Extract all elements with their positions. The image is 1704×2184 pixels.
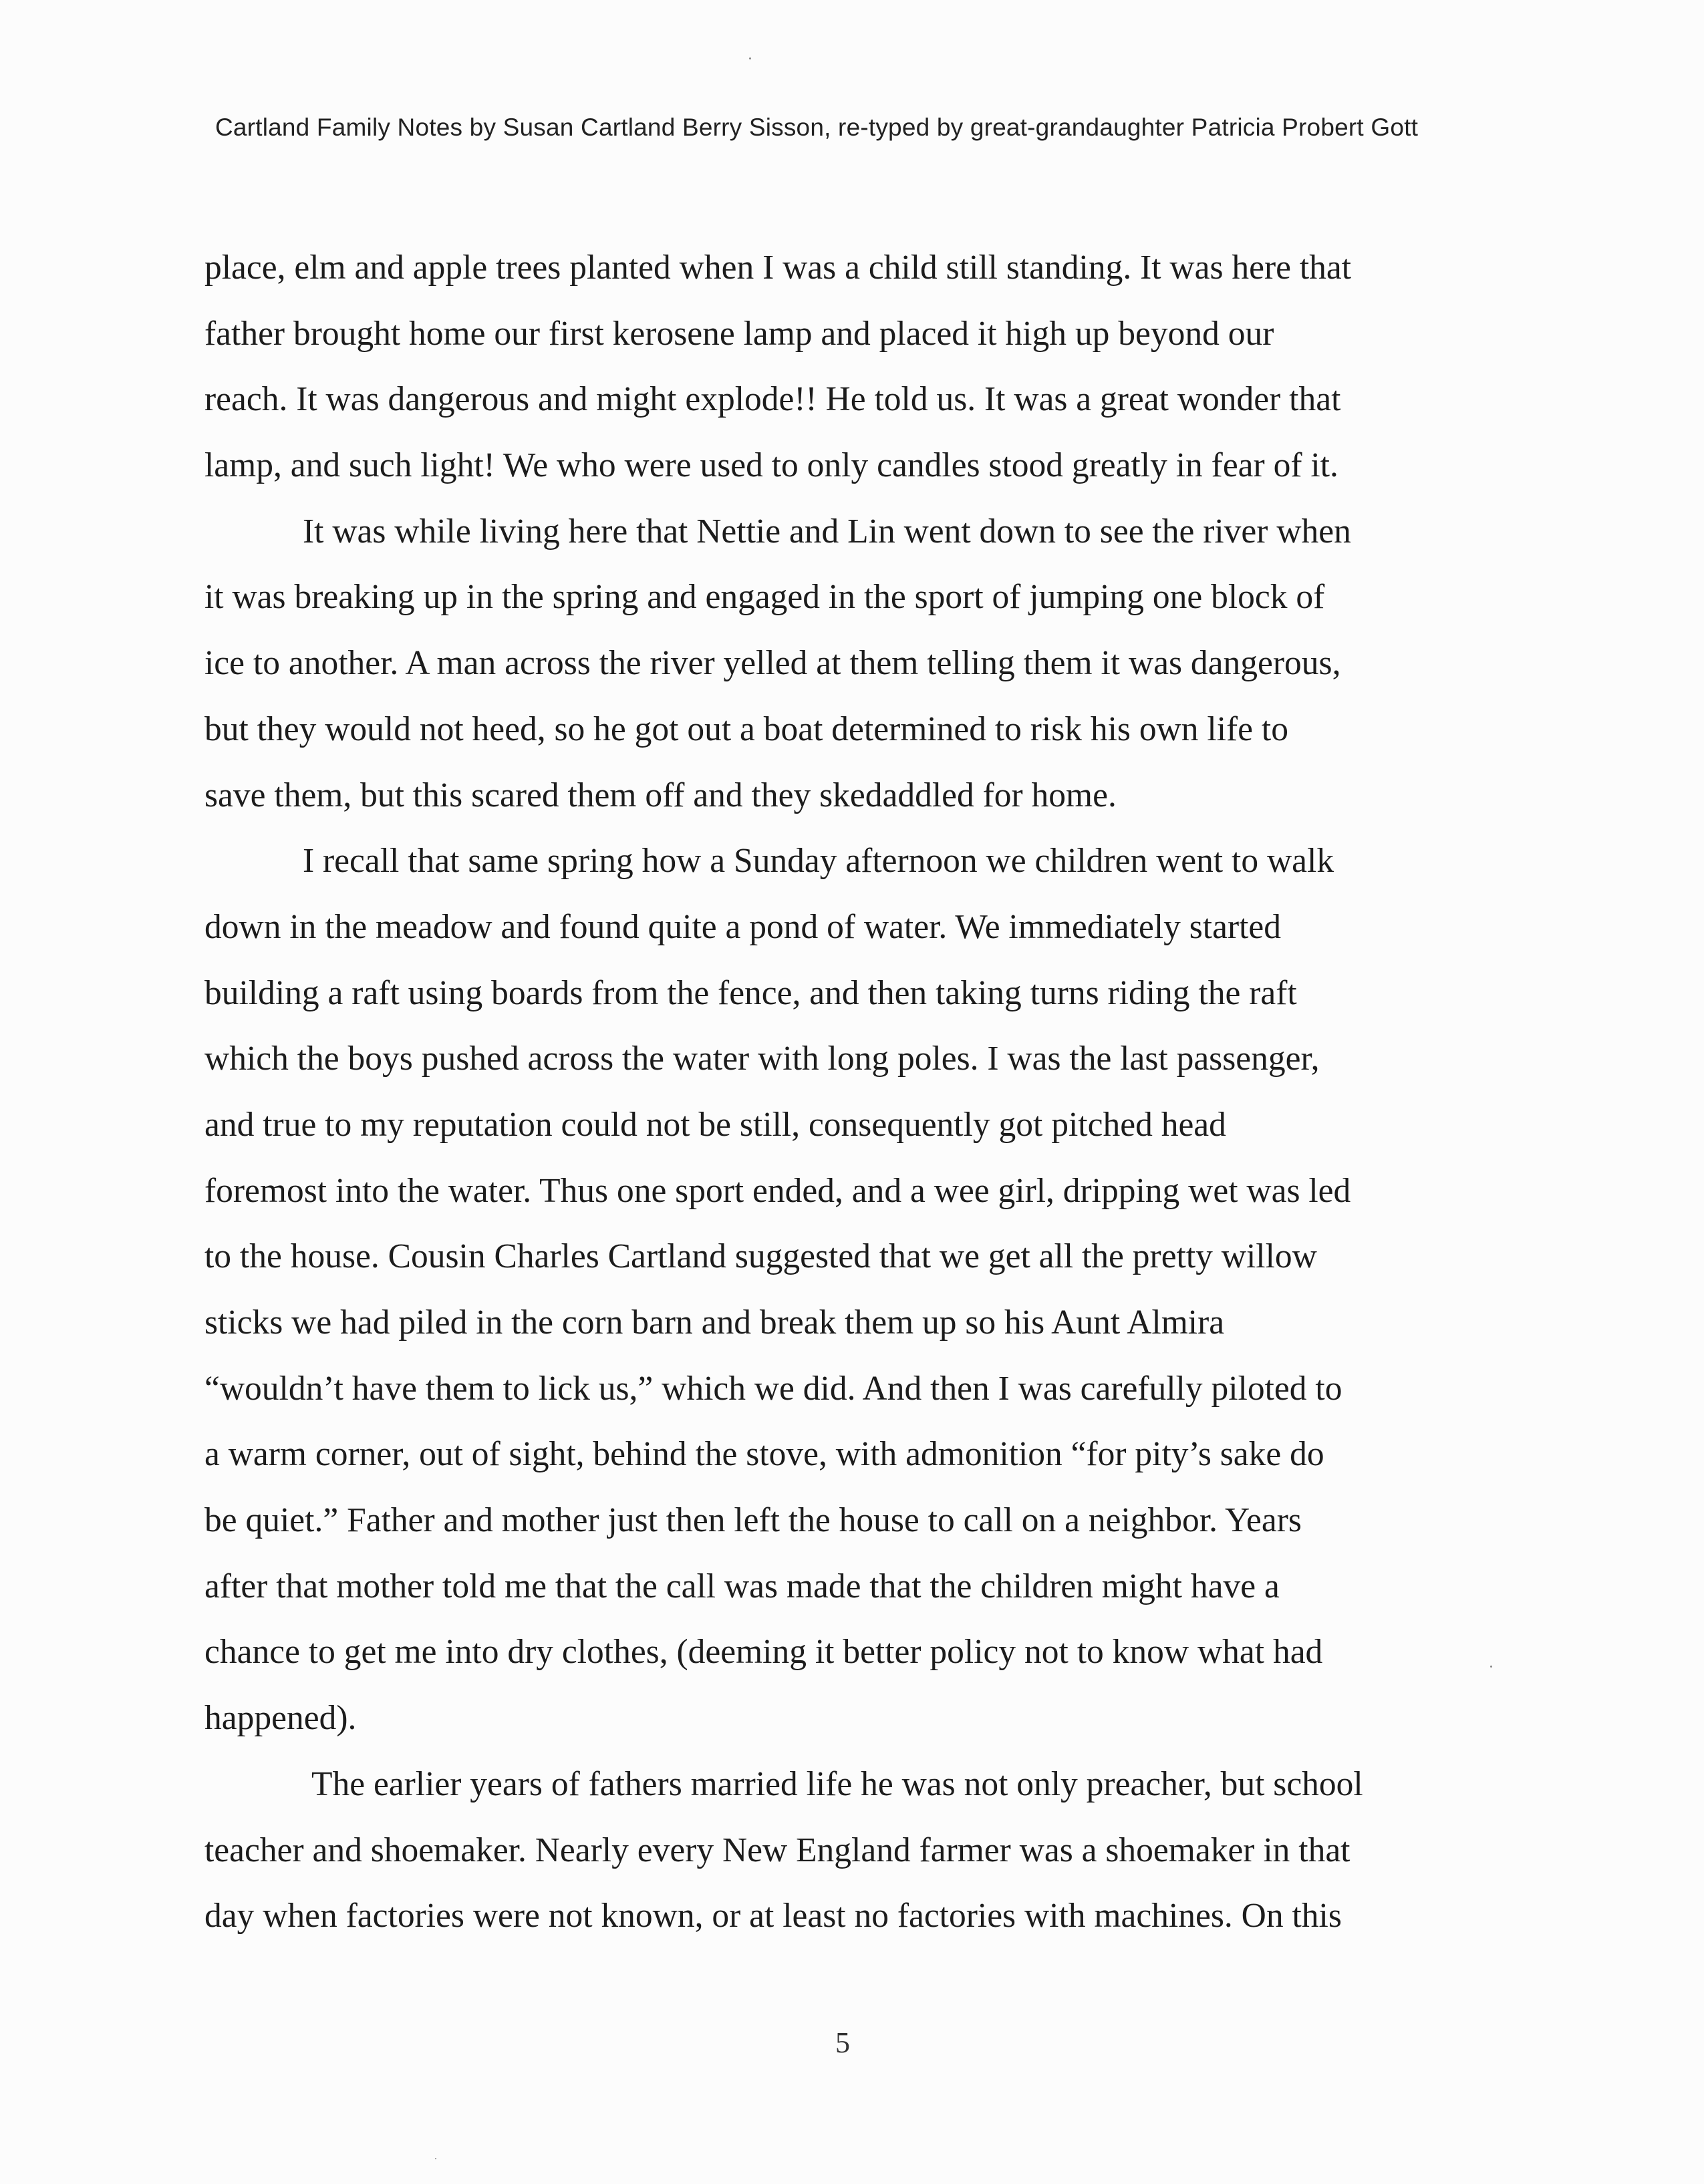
page-number: 5	[835, 2026, 850, 2059]
text-line: which the boys pushed across the water with long poles. I was the last passenger,	[204, 1040, 1320, 1078]
text-line: father brought home our first kerosene lamp and placed it high up beyond our	[204, 314, 1274, 353]
text-line: happened).	[204, 1699, 357, 1738]
text-line: lamp, and such light! We who were used to only candles stood greatly in fear of it.	[204, 446, 1338, 485]
text-line: “wouldn’t have them to lick us,” which we did. And then I was carefully piloted to	[204, 1369, 1342, 1408]
scan-speck	[1490, 1666, 1492, 1668]
text-line: sticks we had piled in the corn barn and break them up so his Aunt Almira	[204, 1303, 1225, 1342]
text-line: building a raft using boards from the fence, and then taking turns riding the raft	[204, 973, 1297, 1012]
text-line: down in the meadow and found quite a pond of water. We immediately started	[204, 907, 1282, 946]
text-line: save them, but this scared them off and they skedaddled for home.	[204, 776, 1117, 814]
text-line: a warm corner, out of sight, behind the stove, with admonition “for pity’s sake do	[204, 1435, 1324, 1474]
text-line: ice to another. A man across the river yelled at them telling them it was dangerous,	[204, 644, 1341, 683]
text-line: chance to get me into dry clothes, (deeming it better policy not to know what had	[204, 1633, 1323, 1672]
text-line: after that mother told me that the call was made that the children might have a	[204, 1567, 1280, 1605]
text-line: and true to my reputation could not be still, consequently got pitched head	[204, 1105, 1226, 1144]
text-line: day when factories were not known, or at least no factories with machines. On this	[204, 1897, 1342, 1935]
paragraph-start-line: The earlier years of fathers married life he was not only preacher, but school	[311, 1764, 1363, 1803]
text-line: it was breaking up in the spring and engaged in the sport of jumping one block of	[204, 578, 1325, 617]
text-line: reach. It was dangerous and might explode!! He told us. It was a great wonder that	[204, 380, 1341, 419]
scan-speck	[435, 2158, 436, 2159]
paragraph-start-line: I recall that same spring how a Sunday afternoon we children went to walk	[303, 842, 1334, 881]
text-line: but they would not heed, so he got out a boat determined to risk his own life to	[204, 710, 1288, 748]
scan-speck	[749, 57, 751, 59]
running-header: Cartland Family Notes by Susan Cartland Berry Sisson, re-typed by great-grandaughter Patricia Probert Gott	[215, 114, 1419, 141]
paragraph-start-line: It was while living here that Nettie and Lin went down to see the river when	[303, 512, 1351, 551]
text-line: foremost into the water. Thus one sport ended, and a wee girl, dripping wet was led	[204, 1171, 1351, 1210]
text-line: to the house. Cousin Charles Cartland suggested that we get all the pretty willow	[204, 1237, 1317, 1276]
text-line: teacher and shoemaker. Nearly every New England farmer was a shoemaker in that	[204, 1831, 1351, 1869]
body-text	[204, 235, 1514, 1949]
text-line: be quiet.” Father and mother just then left the house to call on a neighbor. Years	[204, 1501, 1302, 1540]
text-line: place, elm and apple trees planted when I was a child still standing. It was here that	[204, 249, 1352, 287]
